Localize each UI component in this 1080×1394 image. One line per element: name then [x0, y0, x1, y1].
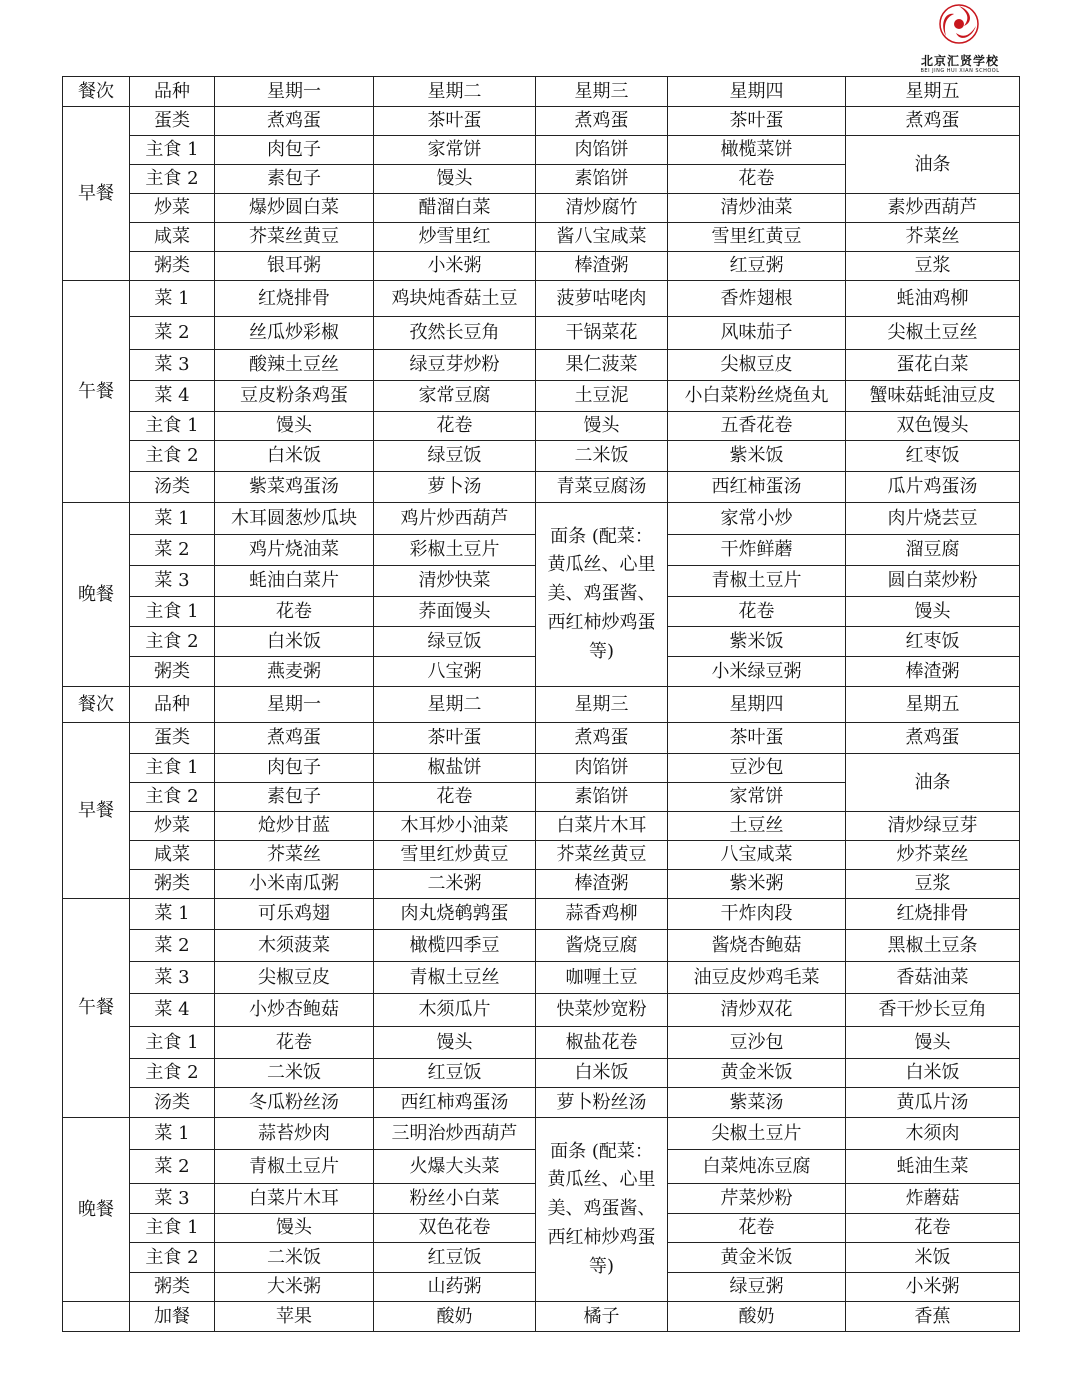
- menu-cell: 冬瓜粉丝汤: [215, 1088, 374, 1118]
- menu-cell: 香蕉: [846, 1302, 1020, 1332]
- header-cell: 星期四: [668, 687, 846, 723]
- menu-cell: 小米南瓜粥: [215, 870, 374, 899]
- table-row: [63, 381, 1020, 412]
- item-type: 蛋类: [130, 107, 215, 136]
- menu-cell: 醋溜白菜: [374, 194, 536, 223]
- meal-label: 午餐: [63, 281, 130, 503]
- item-type: 粥类: [130, 870, 215, 899]
- menu-cell: 蒜香鸡柳: [536, 899, 668, 930]
- school-logo: [905, 2, 1015, 76]
- menu-cell: 椒盐饼: [374, 754, 536, 783]
- menu-cell: 花卷: [668, 597, 846, 627]
- menu-body: [63, 77, 1020, 1332]
- item-type: 加餐: [130, 1302, 215, 1332]
- menu-cell: 红豆粥: [668, 252, 846, 281]
- header-cell: 品种: [130, 687, 215, 723]
- menu-cell: 家常饼: [668, 783, 846, 812]
- header-cell: 餐次: [63, 687, 130, 723]
- item-type: 菜 2: [130, 317, 215, 350]
- item-type: 炒菜: [130, 194, 215, 223]
- menu-cell: 红枣饭: [846, 627, 1020, 657]
- menu-cell: 孜然长豆角: [374, 317, 536, 350]
- menu-cell: 木耳圆葱炒瓜块: [215, 503, 374, 535]
- menu-cell: 白米饭: [215, 627, 374, 657]
- menu-cell: 炒雪里红: [374, 223, 536, 252]
- menu-cell: 鸡片烧油菜: [215, 535, 374, 566]
- item-type: 菜 2: [130, 930, 215, 962]
- menu-cell: 雪里红黄豆: [668, 223, 846, 252]
- menu-cell: 木耳炒小油菜: [374, 812, 536, 841]
- item-type: 菜 3: [130, 566, 215, 597]
- menu-cell: 馒头: [215, 1214, 374, 1243]
- menu-cell: 清炒油菜: [668, 194, 846, 223]
- menu-cell: 家常饼: [374, 136, 536, 165]
- menu-cell: 八宝咸菜: [668, 841, 846, 870]
- item-type: 粥类: [130, 657, 215, 687]
- menu-cell: 紫米饭: [668, 441, 846, 472]
- menu-cell: 紫菜鸡蛋汤: [215, 472, 374, 503]
- menu-cell: 燕麦粥: [215, 657, 374, 687]
- menu-cell: 黄瓜片汤: [846, 1088, 1020, 1118]
- menu-cell: 红豆饭: [374, 1243, 536, 1273]
- menu-cell: 苹果: [215, 1302, 374, 1332]
- item-type: 菜 1: [130, 281, 215, 317]
- menu-cell: 西红柿蛋汤: [668, 472, 846, 503]
- menu-cell: 小米粥: [846, 1273, 1020, 1302]
- menu-cell: 芥菜丝: [846, 223, 1020, 252]
- menu-cell: 干锅菜花: [536, 317, 668, 350]
- menu-cell: 煮鸡蛋: [846, 107, 1020, 136]
- menu-cell: 青椒土豆丝: [374, 962, 536, 994]
- menu-cell: 银耳粥: [215, 252, 374, 281]
- menu-cell: 菠萝咕咾肉: [536, 281, 668, 317]
- table-row: [63, 503, 1020, 535]
- item-type: 主食 1: [130, 136, 215, 165]
- table-row: [63, 223, 1020, 252]
- header-cell: 星期三: [536, 687, 668, 723]
- header-row: [63, 687, 1020, 723]
- menu-cell: 绿豆粥: [668, 1273, 846, 1302]
- menu-cell: 煮鸡蛋: [846, 723, 1020, 754]
- snack-row: [63, 1302, 1020, 1332]
- table-row: [63, 870, 1020, 899]
- menu-cell: 花卷: [846, 1214, 1020, 1243]
- menu-cell: 炝炒甘蓝: [215, 812, 374, 841]
- menu-cell: 圆白菜炒粉: [846, 566, 1020, 597]
- menu-cell: 木须肉: [846, 1118, 1020, 1150]
- item-type: 菜 2: [130, 1150, 215, 1184]
- menu-cell: 茶叶蛋: [374, 107, 536, 136]
- menu-cell: 茶叶蛋: [668, 107, 846, 136]
- menu-cell: 馒头: [374, 165, 536, 194]
- menu-cell: 肉片烧芸豆: [846, 503, 1020, 535]
- menu-cell: 鸡片炒西葫芦: [374, 503, 536, 535]
- menu-cell: 青椒土豆片: [668, 566, 846, 597]
- menu-cell: 炸蘑菇: [846, 1184, 1020, 1214]
- menu-cell: 白米饭: [215, 441, 374, 472]
- menu-cell: 油豆皮炒鸡毛菜: [668, 962, 846, 994]
- menu-cell: 米饭: [846, 1243, 1020, 1273]
- header-cell: 星期一: [215, 687, 374, 723]
- item-type: 蛋类: [130, 723, 215, 754]
- menu-cell: 荞面馒头: [374, 597, 536, 627]
- menu-cell: 馒头: [215, 412, 374, 441]
- menu-cell: 二米饭: [215, 1059, 374, 1088]
- menu-cell: 快菜炒宽粉: [536, 994, 668, 1027]
- menu-cell: 馒头: [846, 1027, 1020, 1059]
- menu-cell: 豆浆: [846, 252, 1020, 281]
- menu-cell: 酸奶: [668, 1302, 846, 1332]
- school-emblem-icon: [938, 2, 980, 46]
- table-row: [63, 812, 1020, 841]
- menu-cell: 素包子: [215, 783, 374, 812]
- menu-cell: 香菇油菜: [846, 962, 1020, 994]
- item-type: 菜 4: [130, 381, 215, 412]
- menu-cell: 黑椒土豆条: [846, 930, 1020, 962]
- menu-cell: 小米绿豆粥: [668, 657, 846, 687]
- menu-cell: 红枣饭: [846, 441, 1020, 472]
- menu-cell: 煮鸡蛋: [536, 107, 668, 136]
- menu-cell: 肉包子: [215, 754, 374, 783]
- menu-cell: 蚝油白菜片: [215, 566, 374, 597]
- table-row: [63, 107, 1020, 136]
- header-cell: 星期二: [374, 77, 536, 107]
- menu-cell: 酱八宝咸菜: [536, 223, 668, 252]
- table-row: [63, 994, 1020, 1027]
- item-type: 主食 1: [130, 412, 215, 441]
- menu-cell: 青椒土豆片: [215, 1150, 374, 1184]
- menu-cell: 雪里红炒黄豆: [374, 841, 536, 870]
- menu-cell: 素炒西葫芦: [846, 194, 1020, 223]
- item-type: 菜 3: [130, 962, 215, 994]
- menu-cell: 芥菜丝: [215, 841, 374, 870]
- item-type: 粥类: [130, 1273, 215, 1302]
- menu-cell: 清炒绿豆芽: [846, 812, 1020, 841]
- table-row: [63, 899, 1020, 930]
- meal-label: 早餐: [63, 723, 130, 899]
- meal-label: 晚餐: [63, 503, 130, 687]
- table-row: [63, 412, 1020, 441]
- menu-cell: 绿豆饭: [374, 627, 536, 657]
- menu-cell: 肉馅饼: [536, 136, 668, 165]
- menu-cell: 豆浆: [846, 870, 1020, 899]
- item-type: 主食 1: [130, 754, 215, 783]
- menu-cell: 尖椒豆皮: [215, 962, 374, 994]
- table-row: [63, 281, 1020, 317]
- menu-cell: 清炒双花: [668, 994, 846, 1027]
- menu-cell: 红烧排骨: [846, 899, 1020, 930]
- menu-cell: 小炒杏鲍菇: [215, 994, 374, 1027]
- menu-cell: 溜豆腐: [846, 535, 1020, 566]
- item-type: 菜 1: [130, 1118, 215, 1150]
- header-cell: 星期二: [374, 687, 536, 723]
- table-row: [63, 1059, 1020, 1088]
- menu-cell: 棒渣粥: [846, 657, 1020, 687]
- item-type: 主食 2: [130, 1059, 215, 1088]
- menu-cell: 椒盐花卷: [536, 1027, 668, 1059]
- menu-cell: 白菜炖冻豆腐: [668, 1150, 846, 1184]
- table-row: [63, 441, 1020, 472]
- menu-cell: 小米粥: [374, 252, 536, 281]
- menu-cell: 花卷: [374, 783, 536, 812]
- item-type: 菜 3: [130, 1184, 215, 1214]
- menu-cell: 煮鸡蛋: [215, 723, 374, 754]
- header-cell: 星期一: [215, 77, 374, 107]
- menu-cell: 土豆泥: [536, 381, 668, 412]
- menu-cell: 肉馅饼: [536, 754, 668, 783]
- menu-cell: 黄金米饭: [668, 1059, 846, 1088]
- item-type: 主食 1: [130, 597, 215, 627]
- menu-cell: 香干炒长豆角: [846, 994, 1020, 1027]
- menu-cell: 蛋花白菜: [846, 350, 1020, 381]
- menu-cell: 蚝油鸡柳: [846, 281, 1020, 317]
- menu-cell: 干炸鲜蘑: [668, 535, 846, 566]
- menu-cell: 棒渣粥: [536, 252, 668, 281]
- school-name-cn: 北京汇贤学校: [920, 54, 999, 68]
- table-row: [63, 252, 1020, 281]
- menu-cell: 粉丝小白菜: [374, 1184, 536, 1214]
- header-cell: 星期三: [536, 77, 668, 107]
- menu-cell: 蚝油生菜: [846, 1150, 1020, 1184]
- menu-cell: 橘子: [536, 1302, 668, 1332]
- item-type: 菜 1: [130, 503, 215, 535]
- menu-cell: 绿豆芽炒粉: [374, 350, 536, 381]
- menu-cell: 酸辣土豆丝: [215, 350, 374, 381]
- item-type: 汤类: [130, 472, 215, 503]
- item-type: 菜 1: [130, 899, 215, 930]
- menu-cell: 香炸翅根: [668, 281, 846, 317]
- table-row: [63, 962, 1020, 994]
- noodles-cell: 面条 (配菜：黄瓜丝、心里美、鸡蛋酱、西红柿炒鸡蛋等): [536, 1118, 668, 1302]
- menu-cell: 尖椒豆皮: [668, 350, 846, 381]
- menu-cell: 蟹味菇蚝油豆皮: [846, 381, 1020, 412]
- menu-cell: 大米粥: [215, 1273, 374, 1302]
- menu-cell: 馒头: [536, 412, 668, 441]
- table-row: [63, 841, 1020, 870]
- menu-cell: 豆沙包: [668, 1027, 846, 1059]
- menu-cell: 白菜片木耳: [536, 812, 668, 841]
- item-type: 主食 2: [130, 441, 215, 472]
- item-type: 主食 2: [130, 627, 215, 657]
- menu-cell: 芥菜丝黄豆: [536, 841, 668, 870]
- menu-cell: 山药粥: [374, 1273, 536, 1302]
- meal-label-empty: [63, 1302, 130, 1332]
- menu-cell: 五香花卷: [668, 412, 846, 441]
- menu-cell: 家常小炒: [668, 503, 846, 535]
- menu-cell: 红烧排骨: [215, 281, 374, 317]
- menu-cell: 八宝粥: [374, 657, 536, 687]
- menu-cell: 芥菜丝黄豆: [215, 223, 374, 252]
- menu-cell: 干炸肉段: [668, 899, 846, 930]
- item-type: 菜 4: [130, 994, 215, 1027]
- item-type: 咸菜: [130, 841, 215, 870]
- menu-cell: 肉丸烧鹌鹑蛋: [374, 899, 536, 930]
- menu-cell: 花卷: [215, 597, 374, 627]
- table-row: [63, 136, 1020, 165]
- meal-label: 午餐: [63, 899, 130, 1118]
- item-type: 粥类: [130, 252, 215, 281]
- menu-cell: 酱烧杏鲍菇: [668, 930, 846, 962]
- menu-cell: 可乐鸡翅: [215, 899, 374, 930]
- menu-cell: 木须瓜片: [374, 994, 536, 1027]
- menu-cell: 果仁菠菜: [536, 350, 668, 381]
- menu-cell: 芹菜炒粉: [668, 1184, 846, 1214]
- menu-cell: 酸奶: [374, 1302, 536, 1332]
- menu-cell: 双色花卷: [374, 1214, 536, 1243]
- menu-table: [62, 76, 1020, 1332]
- header-cell: 餐次: [63, 77, 130, 107]
- menu-cell: 瓜片鸡蛋汤: [846, 472, 1020, 503]
- menu-cell: 蒜苔炒肉: [215, 1118, 374, 1150]
- menu-cell: 素馅饼: [536, 165, 668, 194]
- menu-cell: 家常豆腐: [374, 381, 536, 412]
- menu-cell: 炒芥菜丝: [846, 841, 1020, 870]
- noodles-cell: 面条 (配菜：黄瓜丝、心里美、鸡蛋酱、西红柿炒鸡蛋等): [536, 503, 668, 687]
- menu-cell: 白菜片木耳: [215, 1184, 374, 1214]
- menu-cell: 风味茄子: [668, 317, 846, 350]
- menu-cell: 西红柿鸡蛋汤: [374, 1088, 536, 1118]
- item-type: 主食 1: [130, 1214, 215, 1243]
- table-row: [63, 1118, 1020, 1150]
- item-type: 主食 2: [130, 783, 215, 812]
- menu-cell: 茶叶蛋: [374, 723, 536, 754]
- table-row: [63, 472, 1020, 503]
- item-type: 汤类: [130, 1088, 215, 1118]
- table-row: [63, 930, 1020, 962]
- menu-cell: 丝瓜炒彩椒: [215, 317, 374, 350]
- menu-cell: 花卷: [668, 1214, 846, 1243]
- item-type: 炒菜: [130, 812, 215, 841]
- header-row: [63, 77, 1020, 107]
- menu-cell: 木须菠菜: [215, 930, 374, 962]
- table-row: [63, 754, 1020, 783]
- menu-cell: 尖椒土豆丝: [846, 317, 1020, 350]
- table-row: [63, 1088, 1020, 1118]
- menu-cell: 肉包子: [215, 136, 374, 165]
- header-cell: 星期五: [846, 687, 1020, 723]
- menu-cell: 小白菜粉丝烧鱼丸: [668, 381, 846, 412]
- menu-cell: 青菜豆腐汤: [536, 472, 668, 503]
- item-type: 主食 2: [130, 165, 215, 194]
- item-type: 菜 3: [130, 350, 215, 381]
- menu-cell: 花卷: [215, 1027, 374, 1059]
- menu-cell: 茶叶蛋: [668, 723, 846, 754]
- menu-cell: 豆沙包: [668, 754, 846, 783]
- table-row: [63, 1027, 1020, 1059]
- menu-cell: 紫米粥: [668, 870, 846, 899]
- table-row: [63, 350, 1020, 381]
- menu-cell: 煮鸡蛋: [536, 723, 668, 754]
- menu-cell: 二米饭: [215, 1243, 374, 1273]
- header-cell: 星期四: [668, 77, 846, 107]
- item-type: 主食 2: [130, 1243, 215, 1273]
- menu-cell: 酱烧豆腐: [536, 930, 668, 962]
- menu-cell: 素包子: [215, 165, 374, 194]
- menu-cell: 土豆丝: [668, 812, 846, 841]
- menu-cell: 火爆大头菜: [374, 1150, 536, 1184]
- menu-cell: 素馅饼: [536, 783, 668, 812]
- menu-cell: 油条: [846, 754, 1020, 812]
- item-type: 菜 2: [130, 535, 215, 566]
- menu-cell: 橄榄四季豆: [374, 930, 536, 962]
- menu-cell: 红豆饭: [374, 1059, 536, 1088]
- menu-cell: 花卷: [374, 412, 536, 441]
- menu-cell: 清炒快菜: [374, 566, 536, 597]
- menu-cell: 鸡块炖香菇土豆: [374, 281, 536, 317]
- table-row: [63, 723, 1020, 754]
- menu-cell: 紫米饭: [668, 627, 846, 657]
- menu-cell: 白米饭: [846, 1059, 1020, 1088]
- menu-cell: 煮鸡蛋: [215, 107, 374, 136]
- menu-cell: 花卷: [668, 165, 846, 194]
- menu-cell: 豆皮粉条鸡蛋: [215, 381, 374, 412]
- menu-cell: 爆炒圆白菜: [215, 194, 374, 223]
- menu-cell: 双色馒头: [846, 412, 1020, 441]
- menu-cell: 萝卜粉丝汤: [536, 1088, 668, 1118]
- menu-cell: 紫菜汤: [668, 1088, 846, 1118]
- menu-cell: 彩椒土豆片: [374, 535, 536, 566]
- menu-cell: 咖喱土豆: [536, 962, 668, 994]
- menu-cell: 黄金米饭: [668, 1243, 846, 1273]
- item-type: 咸菜: [130, 223, 215, 252]
- table-row: [63, 317, 1020, 350]
- school-name-en: BEI JING HUI XIAN SCHOOL: [920, 68, 1000, 74]
- menu-cell: 橄榄菜饼: [668, 136, 846, 165]
- menu-cell: 白米饭: [536, 1059, 668, 1088]
- menu-cell: 油条: [846, 136, 1020, 194]
- meal-label: 晚餐: [63, 1118, 130, 1302]
- header-cell: 品种: [130, 77, 215, 107]
- menu-cell: 尖椒土豆片: [668, 1118, 846, 1150]
- table-row: [63, 194, 1020, 223]
- header-cell: 星期五: [846, 77, 1020, 107]
- menu-cell: 馒头: [846, 597, 1020, 627]
- menu-cell: 二米粥: [374, 870, 536, 899]
- menu-cell: 萝卜汤: [374, 472, 536, 503]
- menu-cell: 棒渣粥: [536, 870, 668, 899]
- item-type: 主食 1: [130, 1027, 215, 1059]
- menu-cell: 清炒腐竹: [536, 194, 668, 223]
- menu-cell: 三明治炒西葫芦: [374, 1118, 536, 1150]
- menu-cell: 馒头: [374, 1027, 536, 1059]
- menu-cell: 绿豆饭: [374, 441, 536, 472]
- meal-label: 早餐: [63, 107, 130, 281]
- menu-cell: 二米饭: [536, 441, 668, 472]
